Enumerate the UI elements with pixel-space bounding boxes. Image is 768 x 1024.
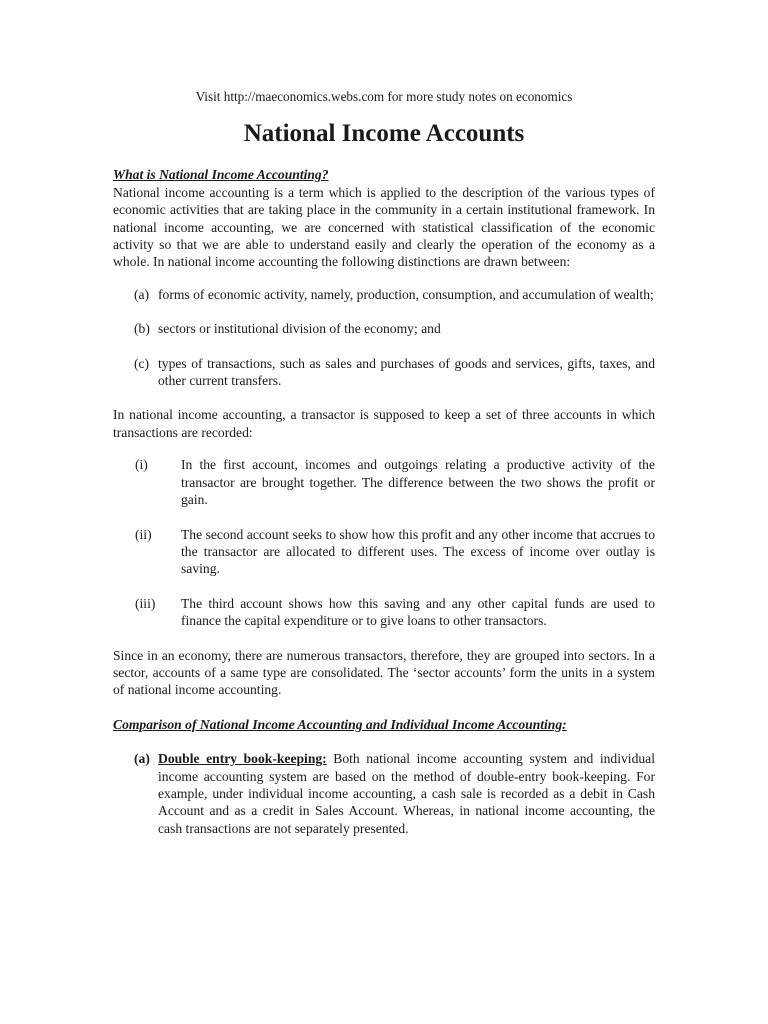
list-item: [113, 320, 655, 337]
list-marker: (c): [134, 355, 150, 371]
list-item-text: types of transactions, such as sales and purchases of goods and services, gifts, taxes, and other current transfers.: [158, 355, 655, 389]
document-page: [113, 88, 655, 837]
comparison-term: Double entry book-keeping:: [158, 751, 327, 767]
list-item: [113, 456, 655, 508]
list-item: [113, 595, 655, 630]
intro-paragraph: National income accounting is a term which is applied to the description of the various types of economic activities that are taking place in the community in a certain institutional framework. In national income accounting, we are concerned with statistical classification of the economic activity so that we are able to understand easily and clearly the operation of the economy as a whole. In national income accounting the following distinctions are drawn between:: [113, 184, 655, 270]
list-marker: (a): [134, 286, 150, 302]
list-marker: (iii): [135, 595, 156, 611]
list-item-text: In the first account, incomes and outgoings relating a productive activity of the transactor are brought together. The difference between the two shows the profit or gain.: [181, 457, 655, 508]
list-marker: (a): [134, 751, 150, 767]
list-item: [113, 286, 655, 303]
accounts-intro-paragraph: In national income accounting, a transactor is supposed to keep a set of three accounts in which transactions are recorded:: [113, 407, 655, 440]
list-marker: (b): [134, 321, 150, 337]
list-item-text: sectors or institutional division of the economy; and: [158, 321, 441, 337]
list-marker: (i): [135, 457, 148, 473]
list-item-text: The third account shows how this saving and any other capital funds are used to finance the capital expenditure or to give loans to other transactors.: [181, 595, 655, 629]
list-marker: (ii): [135, 526, 152, 542]
distinctions-list: [113, 286, 655, 390]
list-item: [113, 355, 655, 390]
list-item-text: forms of economic activity, namely, production, consumption, and accumulation of wealth;: [158, 286, 654, 302]
list-item: [113, 526, 655, 578]
comparison-text: Both national income accounting system and individual income accounting system are based on the method of double-entry book-keeping. For example, under individual income accounting, a cash sale is recorded as a debit in Cash Account and as a credit in Sales Account. Whereas, in national income accounting, the cash transactions are not separately presented.: [158, 751, 655, 836]
header-note: Visit http://maeconomics.webs.com for more study notes on economics: [195, 89, 573, 104]
section-heading-what-is: What is National Income Accounting?: [113, 167, 329, 183]
sectors-paragraph: Since in an economy, there are numerous transactors, therefore, they are grouped into sectors. In a sector, accounts of a same type are consolidated. The ‘sector accounts’ form the units in a system of national income accounting.: [113, 647, 655, 698]
section-heading-comparison: Comparison of National Income Accounting and Individual Income Accounting:: [113, 716, 567, 732]
accounts-list: [113, 456, 655, 629]
list-item-text: The second account seeks to show how this profit and any other income that accrues to the transactor are allocated to different uses. The excess of income over outlay is saving.: [181, 526, 655, 577]
page-title: National Income Accounts: [243, 120, 525, 148]
comparison-item: [113, 750, 655, 837]
